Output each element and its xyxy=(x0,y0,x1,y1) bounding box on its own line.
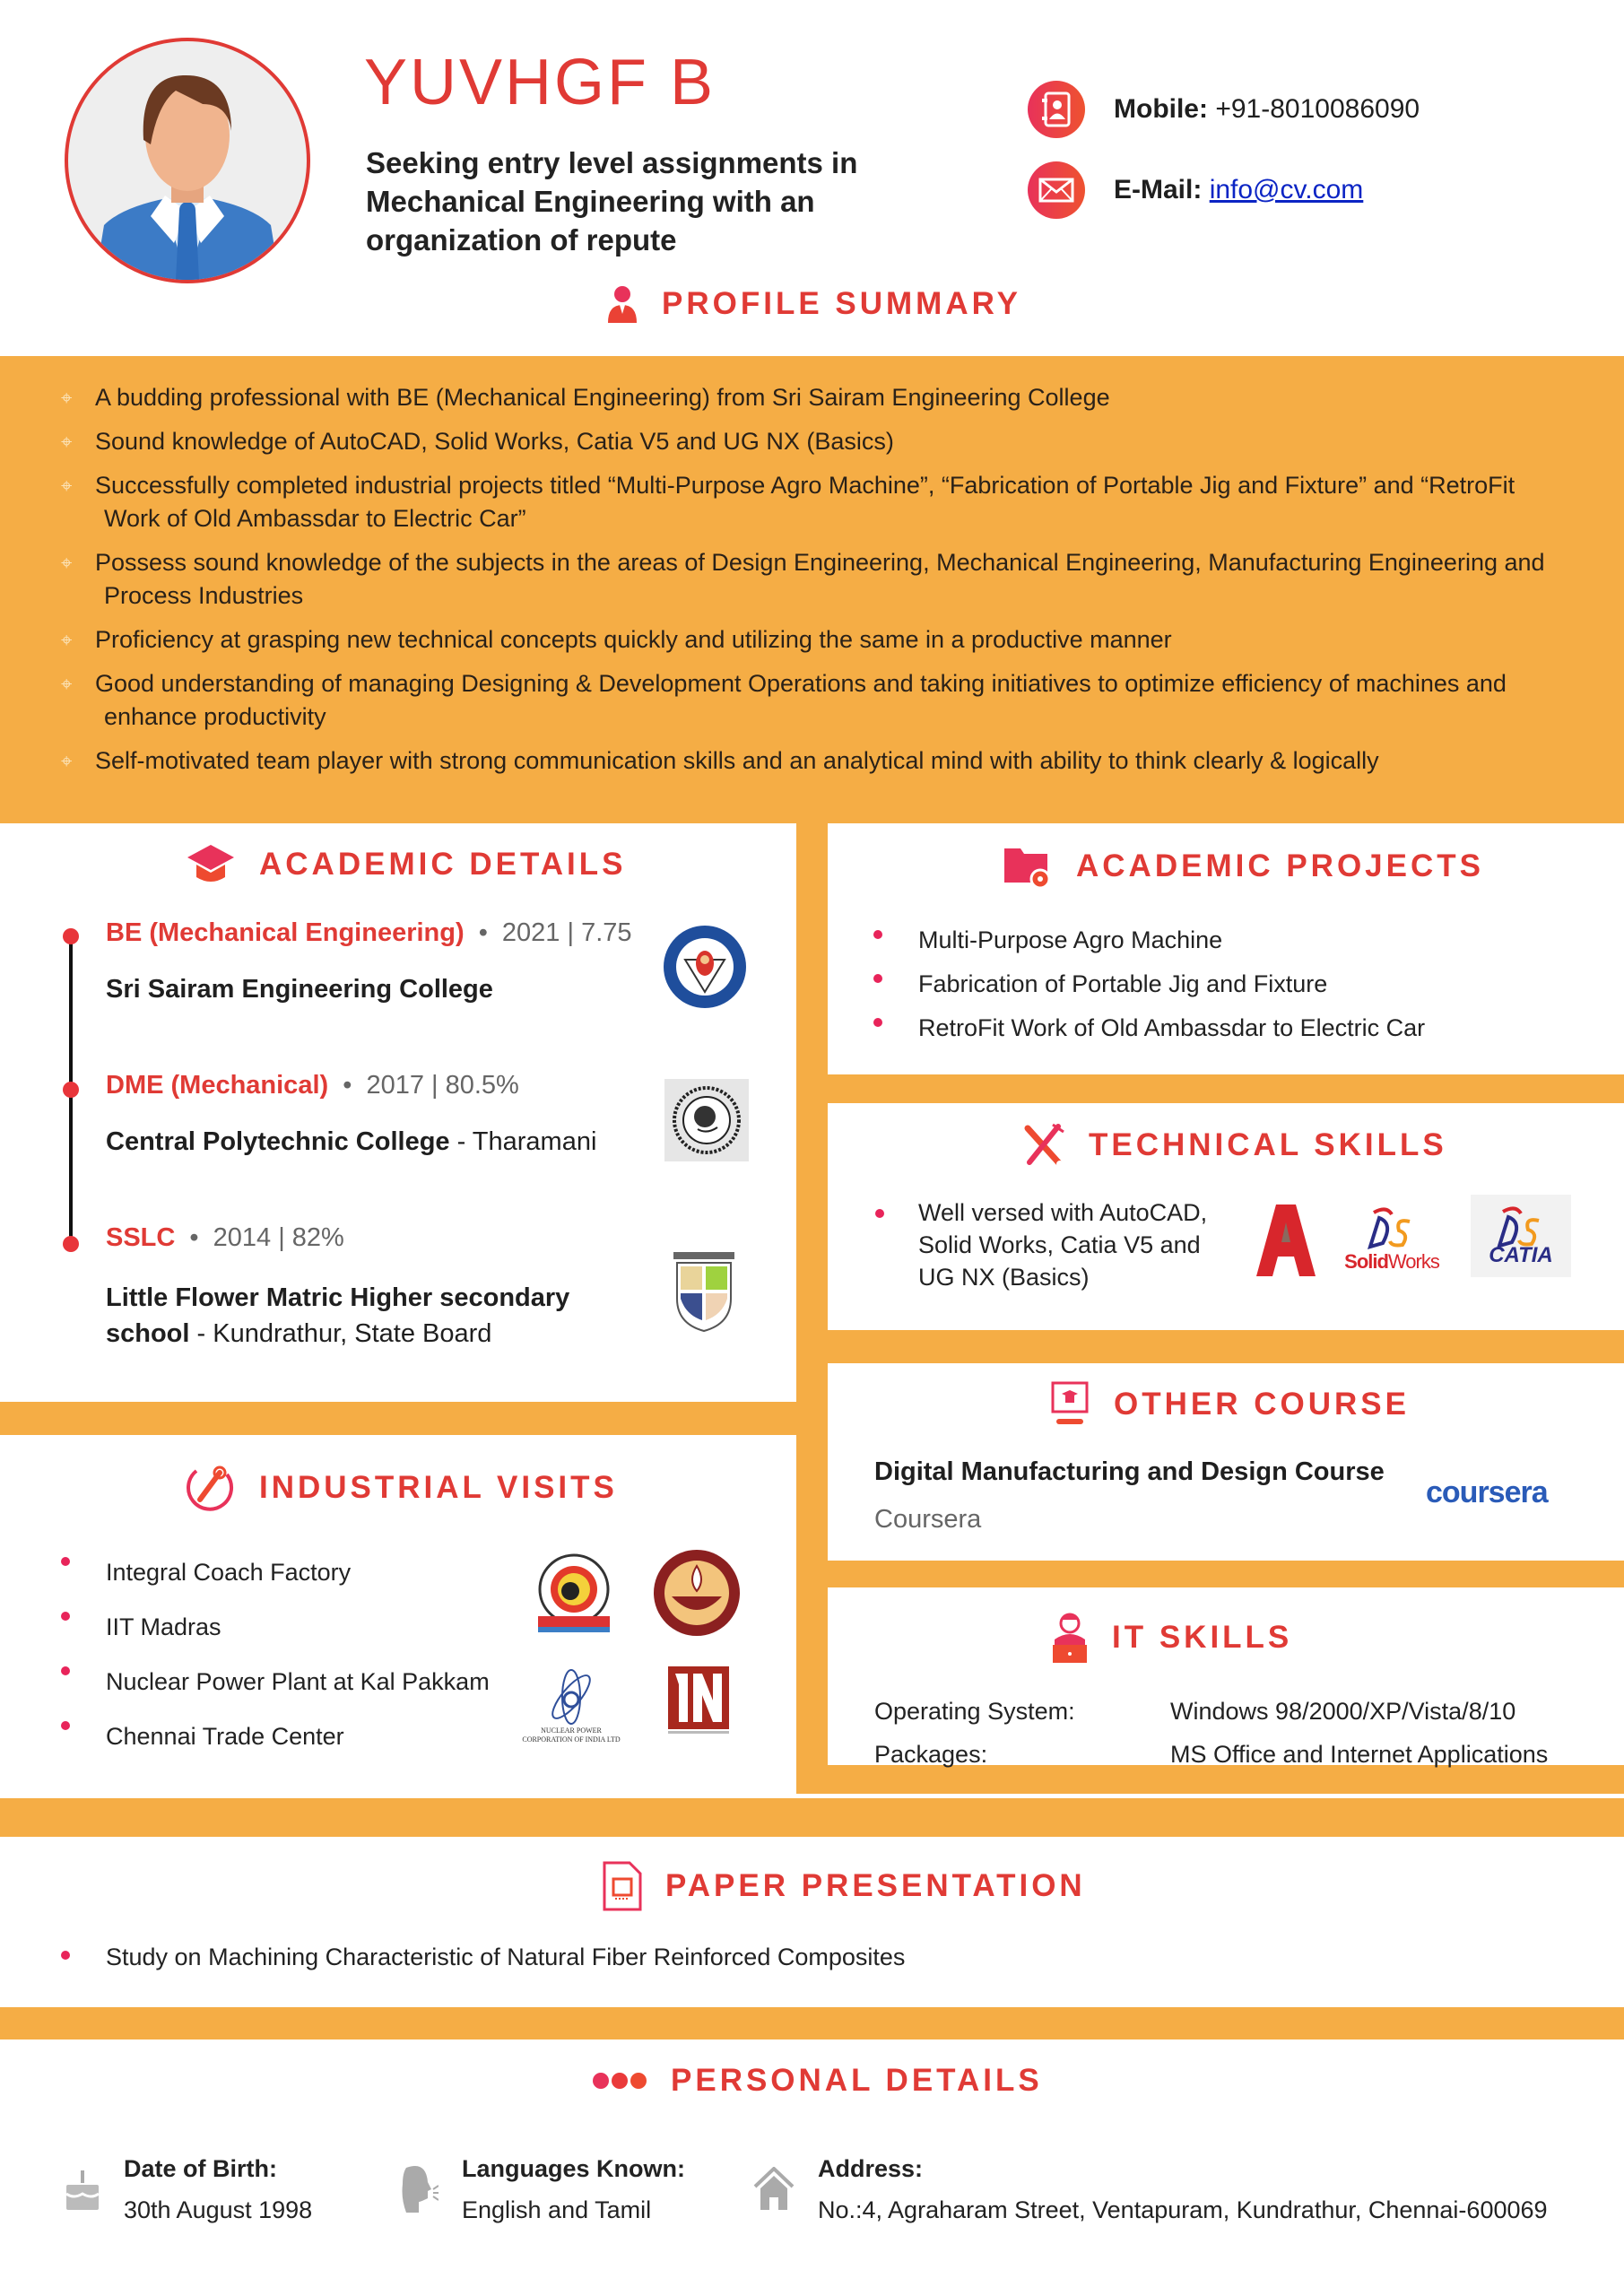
crosshair-bullet-icon: ⌖ xyxy=(61,430,73,453)
user-icon xyxy=(606,285,638,323)
degree-title: SSLC xyxy=(106,1223,176,1252)
wrench-circle-icon xyxy=(184,1462,236,1514)
timeline-node xyxy=(63,928,79,944)
dob-block xyxy=(65,2148,312,2231)
email-label: E-Mail: xyxy=(1114,175,1203,204)
chennai-trade-centre-logo xyxy=(665,1664,732,1735)
address-value: No.:4, Agraharam Street, Ventapuram, Kundrathur, Chennai-600069 xyxy=(818,2196,1548,2223)
profile-summary-list xyxy=(61,381,1585,788)
mobile-label: Mobile: xyxy=(1114,94,1208,124)
visit-item: Nuclear Power Plant at Kal Pakkam xyxy=(61,1655,490,1709)
profile-summary-item: ⌖ Successfully completed industrial projects titled “Multi-Purpose Agro Machine”, “Fabrication of Portable Jig and Fixture” and “RetroFit Work of Old Ambassdar to Electric Car” xyxy=(61,469,1585,535)
contact-book-icon xyxy=(1028,81,1085,138)
school-name-cont: school xyxy=(106,1319,190,1348)
profile-summary-item: ⌖ Good understanding of managing Designing & Development Operations and taking initiatives to optimize efficiency of machines and enhance productivity xyxy=(61,667,1585,734)
avatar-illustration xyxy=(68,41,307,280)
section-divider-band xyxy=(0,2007,1624,2039)
school-name: Sri Sairam Engineering College xyxy=(106,975,493,1004)
profile-summary-item: ⌖ Sound knowledge of AutoCAD, Solid Works, Catia V5 and UG NX (Basics) xyxy=(61,425,1585,458)
section-divider-band xyxy=(0,1798,1624,1837)
crosshair-bullet-icon: ⌖ xyxy=(61,474,73,497)
paper-item: Study on Machining Characteristic of Natural Fiber Reinforced Composites xyxy=(61,1939,905,1975)
icf-logo xyxy=(527,1550,621,1639)
academic-projects-heading: ACADEMIC PROJECTS xyxy=(1003,843,1484,890)
degree-title: DME (Mechanical) xyxy=(106,1071,329,1100)
crosshair-bullet-icon: ⌖ xyxy=(61,673,73,695)
it-skill-row: Packages: MS Office and Internet Applications xyxy=(874,1741,1549,1768)
little-flower-logo xyxy=(665,1247,743,1336)
academic-entry: SSLC • 2014 | 82% Little Flower Matric Higher secondary school - Kundrathur, State Board xyxy=(106,1223,570,1348)
contact-mobile xyxy=(1028,81,1420,138)
profile-summary-item: ⌖ Possess sound knowledge of the subjects in the areas of Design Engineering, Mechanical Engineering, Manufacturing Engineering and Process Industries xyxy=(61,546,1585,613)
school-location: - Tharamani xyxy=(449,1127,597,1156)
bullet-icon xyxy=(875,1209,884,1218)
other-course-heading: OTHER COURSE xyxy=(1049,1381,1410,1428)
profile-summary-item: ⌖ Proficiency at grasping new technical concepts quickly and utilizing the same in a productive manner xyxy=(61,623,1585,657)
degree-meta: 2014 | 82% xyxy=(213,1223,344,1252)
npcil-logo: NUCLEAR POWER CORPORATION OF INDIA LTD xyxy=(522,1661,621,1751)
address-label: Address: xyxy=(818,2155,924,2182)
degree-meta: 2021 | 7.75 xyxy=(501,918,632,947)
dots-icon xyxy=(592,2071,647,2091)
candidate-name: YUVHGF B xyxy=(364,47,716,118)
iit-madras-logo xyxy=(652,1548,742,1638)
paper-presentation-heading: PAPER PRESENTATION xyxy=(603,1861,1086,1911)
technical-skills-text: Well versed with AutoCAD, Solid Works, Catia V5 and UG NX (Basics) xyxy=(873,1196,1207,1293)
mobile-value: +91-8010086090 xyxy=(1215,94,1420,124)
academic-projects-list xyxy=(873,918,1425,1050)
academic-entry: DME (Mechanical) • 2017 | 80.5% Central Polytechnic College - Tharamani xyxy=(106,1071,597,1156)
course-provider: Coursera xyxy=(874,1505,982,1534)
catia-logo: CATIA xyxy=(1471,1195,1571,1277)
school-name: Little Flower Matric Higher secondary xyxy=(106,1283,570,1312)
technical-skills-heading: TECHNICAL SKILLS xyxy=(1022,1123,1447,1168)
project-item: RetroFit Work of Old Ambassdar to Electric Car xyxy=(873,1006,1425,1050)
tools-icon xyxy=(1022,1123,1065,1168)
project-item: Fabrication of Portable Jig and Fixture xyxy=(873,962,1425,1006)
avatar xyxy=(65,38,310,283)
academic-details-heading: ACADEMIC DETAILS xyxy=(186,843,626,886)
graduation-cap-icon xyxy=(186,843,236,886)
languages-block xyxy=(399,2148,685,2231)
central-polytechnic-logo xyxy=(664,1079,749,1161)
school-location: - Kundrathur, State Board xyxy=(189,1319,492,1348)
degree-title: BE (Mechanical Engineering) xyxy=(106,918,465,947)
crosshair-bullet-icon: ⌖ xyxy=(61,387,73,409)
tagline-line: Seeking entry level assignments in xyxy=(366,146,858,179)
profile-summary-item: ⌖ A budding professional with BE (Mechanical Engineering) from Sri Sairam Engineering College xyxy=(61,381,1585,414)
online-course-icon xyxy=(1049,1381,1090,1428)
visit-item: Chennai Trade Center xyxy=(61,1709,490,1764)
dob-value: 30th August 1998 xyxy=(124,2196,313,2223)
solidworks-logo: SolidWorks xyxy=(1342,1202,1442,1277)
crosshair-bullet-icon: ⌖ xyxy=(61,552,73,574)
timeline-node xyxy=(63,1082,79,1098)
home-icon xyxy=(753,2167,795,2212)
speaking-head-icon xyxy=(399,2162,439,2216)
coursera-logo: coursera xyxy=(1426,1475,1548,1509)
visit-item: Integral Coach Factory xyxy=(61,1545,490,1600)
user-laptop-icon xyxy=(1051,1613,1089,1663)
academic-entry: BE (Mechanical Engineering) • 2021 | 7.75 Sri Sairam Engineering College xyxy=(106,918,632,1004)
languages-value: English and Tamil xyxy=(462,2196,652,2223)
dob-label: Date of Birth: xyxy=(124,2155,277,2182)
tagline-line: Mechanical Engineering with an xyxy=(366,185,815,218)
degree-meta: 2017 | 80.5% xyxy=(366,1071,519,1100)
profile-summary-item: ⌖ Self-motivated team player with strong communication skills and an analytical mind with ability to think clearly & logically xyxy=(61,744,1585,778)
sri-sairam-logo xyxy=(662,924,748,1010)
personal-details-heading: PERSONAL DETAILS xyxy=(592,2063,1043,2099)
envelope-icon xyxy=(1028,161,1085,219)
it-skill-row: Operating System: Windows 98/2000/XP/Vista/8/10 xyxy=(874,1698,1516,1725)
document-icon xyxy=(603,1861,642,1911)
folder-gear-icon xyxy=(1003,843,1053,890)
autocad-logo xyxy=(1250,1200,1322,1281)
contact-email xyxy=(1028,161,1363,219)
it-skills-table xyxy=(874,1690,1548,1776)
crosshair-bullet-icon: ⌖ xyxy=(61,750,73,772)
it-skills-heading: IT SKILLS xyxy=(1051,1613,1292,1663)
course-title: Digital Manufacturing and Design Course xyxy=(874,1457,1385,1486)
paper-presentation-list xyxy=(61,1939,905,1975)
crosshair-bullet-icon: ⌖ xyxy=(61,629,73,651)
email-link[interactable]: info@cv.com xyxy=(1209,175,1364,204)
project-item: Multi-Purpose Agro Machine xyxy=(873,918,1425,962)
languages-label: Languages Known: xyxy=(462,2155,685,2182)
visit-item: IIT Madras xyxy=(61,1600,490,1655)
tagline-line: organization of repute xyxy=(366,223,677,257)
career-objective xyxy=(366,144,857,259)
industrial-visits-list xyxy=(61,1545,490,1764)
birthday-cake-icon xyxy=(65,2167,100,2212)
industrial-visits-heading: INDUSTRIAL VISITS xyxy=(184,1462,618,1514)
timeline-node xyxy=(63,1236,79,1252)
profile-summary-heading: PROFILE SUMMARY xyxy=(606,285,1021,323)
school-name: Central Polytechnic College xyxy=(106,1127,450,1156)
address-block xyxy=(753,2148,1548,2231)
